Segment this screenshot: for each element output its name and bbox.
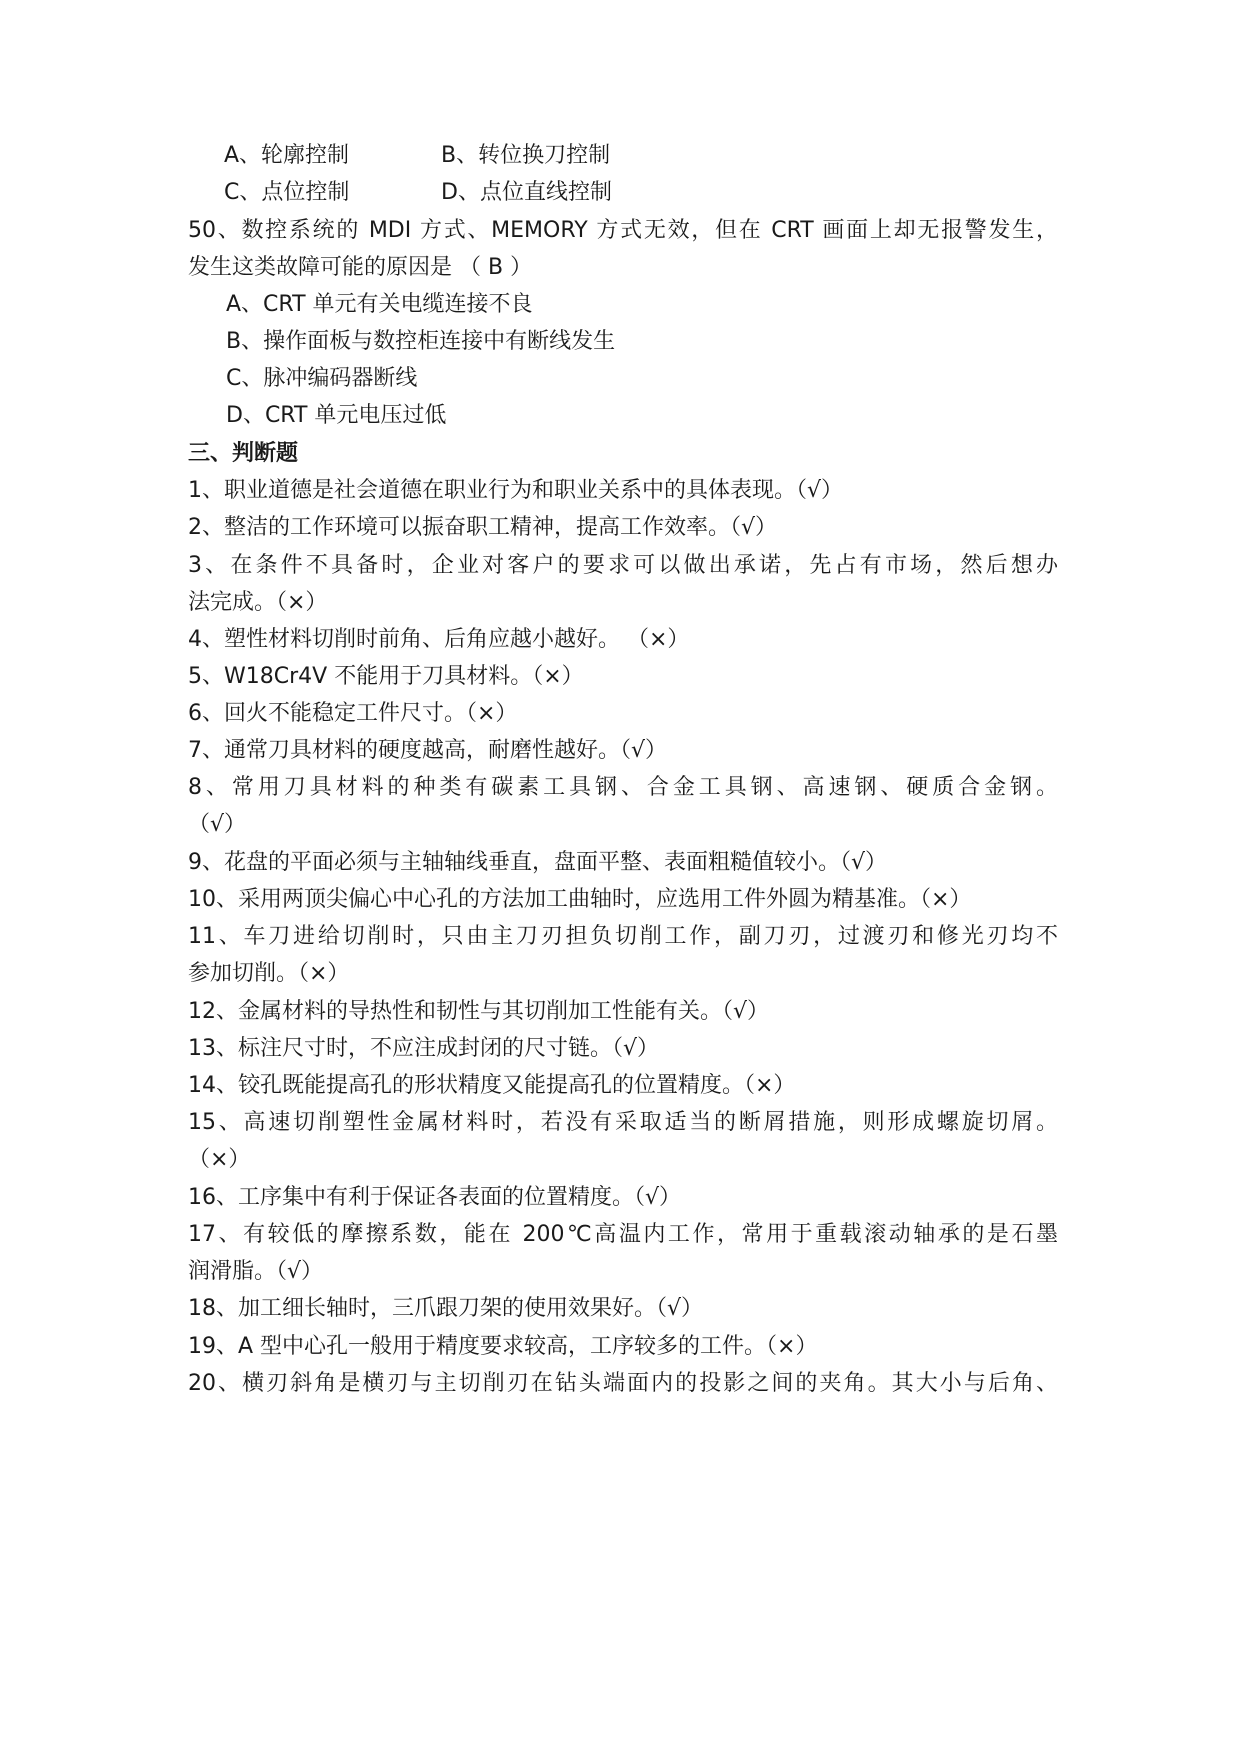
list-item: 20、横刃斜角是横刃与主切削刃在钻头端面内的投影之间的夹角。其大小与后角、: [188, 1371, 1058, 1396]
q50-text-line-2: 发生这类故障可能的原因是 （ B ）: [188, 255, 533, 280]
list-item: 14、铰孔既能提高孔的形状精度又能提高孔的位置精度。（×）: [188, 1073, 796, 1098]
section-title: 三、判断题: [188, 441, 299, 466]
list-item-continuation: （×）: [188, 1147, 251, 1172]
list-item: 7、通常刀具材料的硬度越高，耐磨性越好。（√）: [188, 738, 668, 763]
list-item: 4、塑性材料切削时前角、后角应越小越好。 （×）: [188, 627, 690, 652]
list-item-continuation: （√）: [188, 812, 247, 837]
list-item: 17、有较低的摩擦系数，能在 200℃高温内工作，常用于重载滚动轴承的是石墨: [188, 1222, 1058, 1247]
list-item: 11、车刀进给切削时，只由主刀刃担负切削工作，副刀刃，过渡刃和修光刃均不: [188, 924, 1058, 949]
q49-option-c: C、点位控制: [224, 180, 350, 205]
list-item: 9、花盘的平面必须与主轴轴线垂直，盘面平整、表面粗糙值较小。（√）: [188, 850, 888, 875]
list-item: 16、工序集中有利于保证各表面的位置精度。（√）: [188, 1185, 682, 1210]
list-item: 2、整洁的工作环境可以振奋职工精神，提高工作效率。（√）: [188, 515, 778, 540]
list-item: 6、回火不能稳定工件尺寸。（×）: [188, 701, 518, 726]
q49-option-a: A、轮廓控制: [224, 143, 350, 168]
list-item: 5、W18Cr4V 不能用于刀具材料。（×）: [188, 664, 584, 689]
q50-option-b: B、操作面板与数控柜连接中有断线发生: [226, 329, 616, 354]
q50-option-c: C、脉冲编码器断线: [226, 366, 418, 391]
q50-option-d: D、CRT 单元电压过低: [226, 403, 447, 428]
list-item: 15、高速切削塑性金属材料时，若没有采取适当的断屑措施，则形成螺旋切屑。: [188, 1110, 1058, 1135]
list-item: 19、A 型中心孔一般用于精度要求较高，工序较多的工件。（×）: [188, 1334, 818, 1359]
q49-option-d: D、点位直线控制: [441, 180, 612, 205]
list-item-continuation: 法完成。（×）: [188, 590, 328, 615]
q50-option-a: A、CRT 单元有关电缆连接不良: [226, 292, 533, 317]
list-item-continuation: 润滑脂。（√）: [188, 1259, 324, 1284]
list-item: 10、采用两顶尖偏心中心孔的方法加工曲轴时，应选用工件外圆为精基准。（×）: [188, 887, 972, 912]
list-item: 12、金属材料的导热性和韧性与其切削加工性能有关。（√）: [188, 999, 770, 1024]
list-item: 18、加工细长轴时，三爪跟刀架的使用效果好。（√）: [188, 1296, 704, 1321]
q49-option-b: B、转位换刀控制: [441, 143, 611, 168]
list-item: 1、职业道德是社会道德在职业行为和职业关系中的具体表现。（√）: [188, 478, 844, 503]
list-item: 13、标注尺寸时，不应注成封闭的尺寸链。（√）: [188, 1036, 660, 1061]
q50-text-line-1: 50、数控系统的 MDI 方式、MEMORY 方式无效，但在 CRT 画面上却无报警发生，: [188, 218, 1058, 243]
list-item: 3、在条件不具备时，企业对客户的要求可以做出承诺，先占有市场，然后想办: [188, 553, 1058, 578]
list-item: 8、常用刀具材料的种类有碳素工具钢、合金工具钢、高速钢、硬质合金钢。: [188, 775, 1058, 800]
list-item-continuation: 参加切削。（×）: [188, 961, 350, 986]
